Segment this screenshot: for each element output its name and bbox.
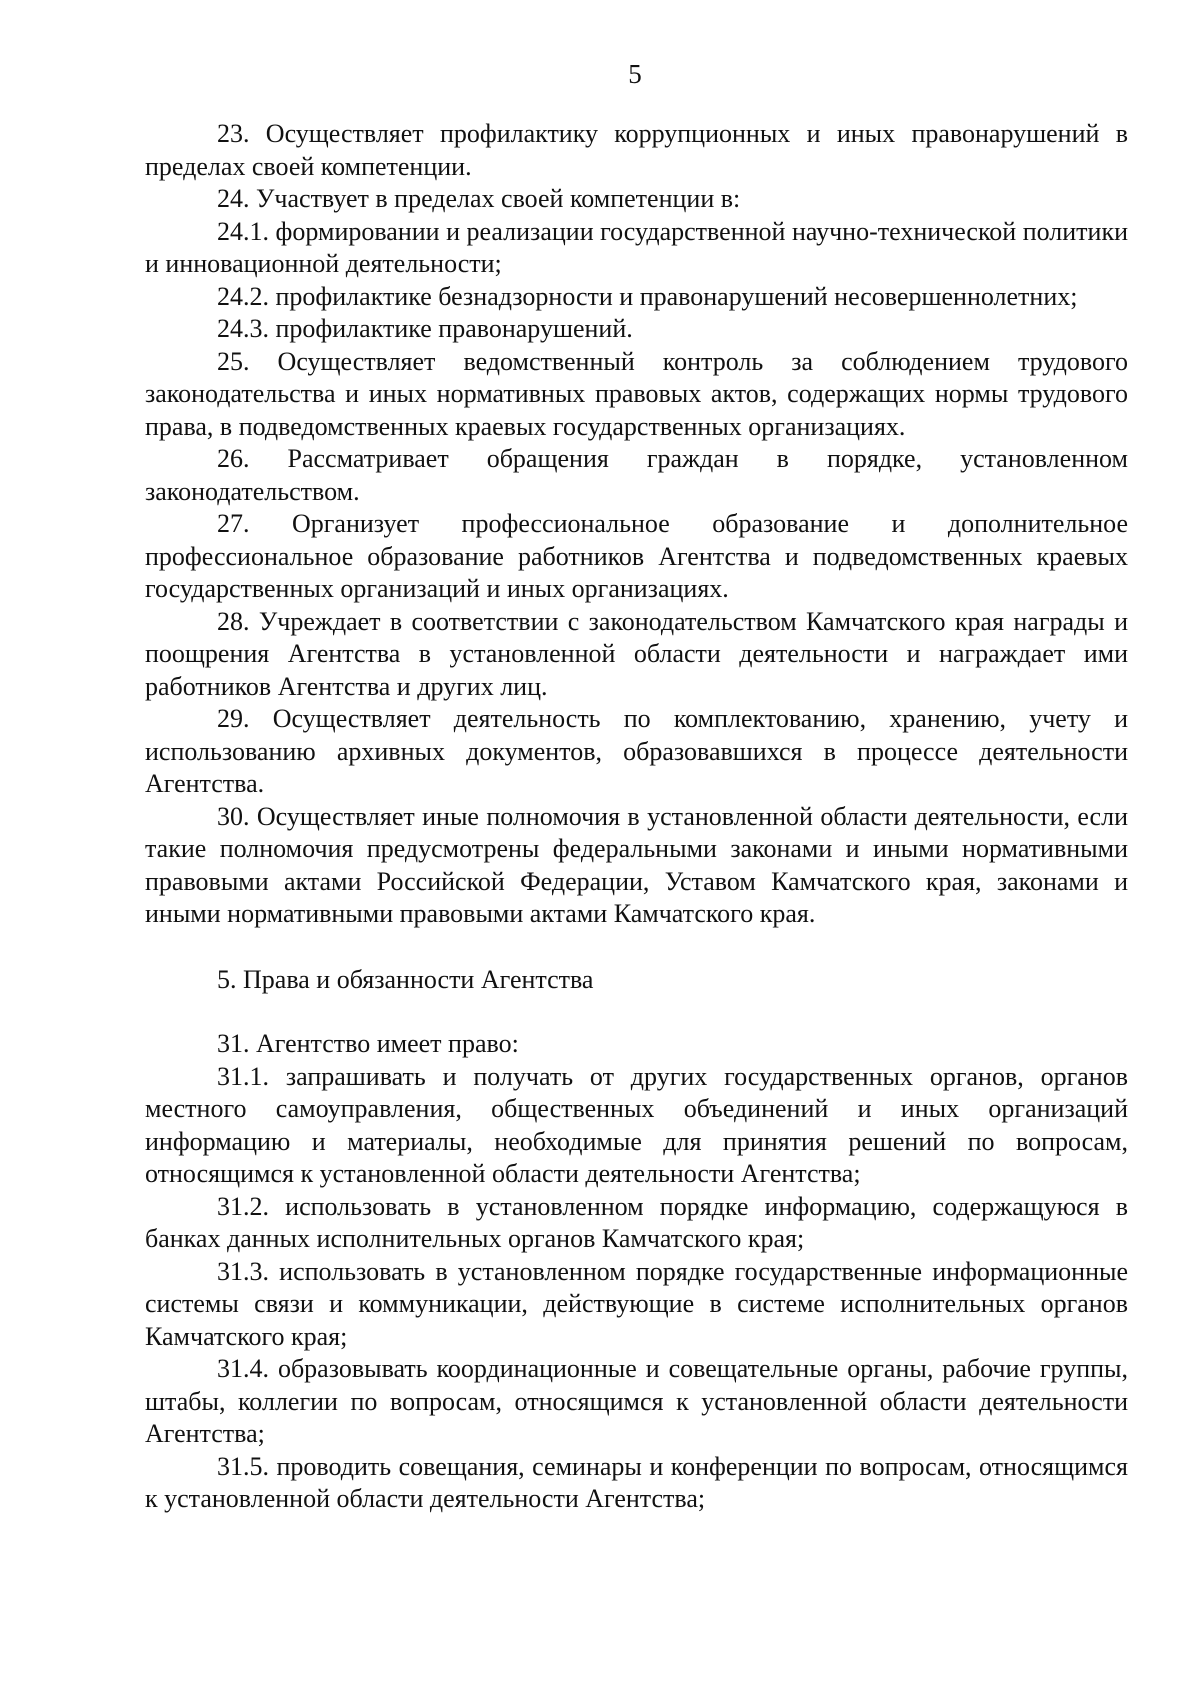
page-number: 5	[628, 59, 642, 89]
paragraph-28: 28. Учреждает в соответствии с законодательством Камчатского края награды и поощрения Агентства в установленной области деятельности и награждает ими работников Агентства и других лиц.	[145, 606, 1128, 701]
paragraph-24-1: 24.1. формировании и реализации государственной научно-технической политики и инновационной деятельности;	[145, 216, 1128, 278]
paragraph-25: 25. Осуществляет ведомственный контроль за соблюдением трудового законодательства и иных нормативных правовых актов, содержащих нормы трудового права, в подведомственных краевых государственных организациях.	[145, 346, 1128, 441]
paragraph-31-1: 31.1. запрашивать и получать от других государственных органов, органов местного самоуправления, общественных объединений и иных организаций информацию и материалы, необходимые для принятия решений по вопросам, относящимся к установленной области деятельности Агентства;	[145, 1061, 1128, 1188]
paragraph-31-5: 31.5. проводить совещания, семинары и конференции по вопросам, относящимся к установленной области деятельности Агентства;	[145, 1451, 1128, 1513]
paragraph-31: 31. Агентство имеет право:	[217, 1029, 519, 1058]
section-title-text: 5. Права и обязанности Агентства	[217, 964, 594, 994]
paragraph-24-2: 24.2. профилактике безнадзорности и правонарушений несовершеннолетних;	[217, 281, 1078, 311]
paragraph-24: 24. Участвует в пределах своей компетенции в:	[217, 184, 741, 213]
paragraph-26: 26. Рассматривает обращения граждан в порядке, установленном законодательством.	[145, 444, 1128, 506]
paragraph-31-3: 31.3. использовать в установленном порядке государственные информационные системы связи и коммуникации, действующие в системе исполнительных органов Камчатского края;	[145, 1256, 1128, 1351]
paragraph-24-3: 24.3. профилактике правонарушений.	[217, 314, 633, 343]
paragraph-30: 30. Осуществляет иные полномочия в установленной области деятельности, если такие полномочия предусмотрены федеральными законами и иными нормативными правовыми актами Российской Федерации, Уставом Камчатского края, законами и иными нормативными правовыми актами Камчатского края.	[145, 801, 1128, 928]
section-title	[145, 931, 1128, 1029]
paragraph-31-4: 31.4. образовывать координационные и совещательные органы, рабочие группы, штабы, коллегии по вопросам, относящимся к установленной области деятельности Агентства;	[145, 1354, 1128, 1448]
paragraph-23: 23. Осуществляет профилактику коррупционных и иных правонарушений в пределах своей компетенции.	[145, 119, 1128, 181]
paragraph-29: 29. Осуществляет деятельность по комплектованию, хранению, учету и использованию архивных документов, образовавшихся в процессе деятельности Агентства.	[145, 704, 1128, 798]
document-body	[145, 118, 1128, 1516]
paragraph-31-2: 31.2. использовать в установленном порядке информацию, содержащуюся в банках данных исполнительных органов Камчатского края;	[145, 1191, 1128, 1253]
paragraph-27: 27. Организует профессиональное образование и дополнительное профессиональное образование работников Агентства и подведомственных краевых государственных организаций и иных организациях.	[145, 509, 1128, 603]
